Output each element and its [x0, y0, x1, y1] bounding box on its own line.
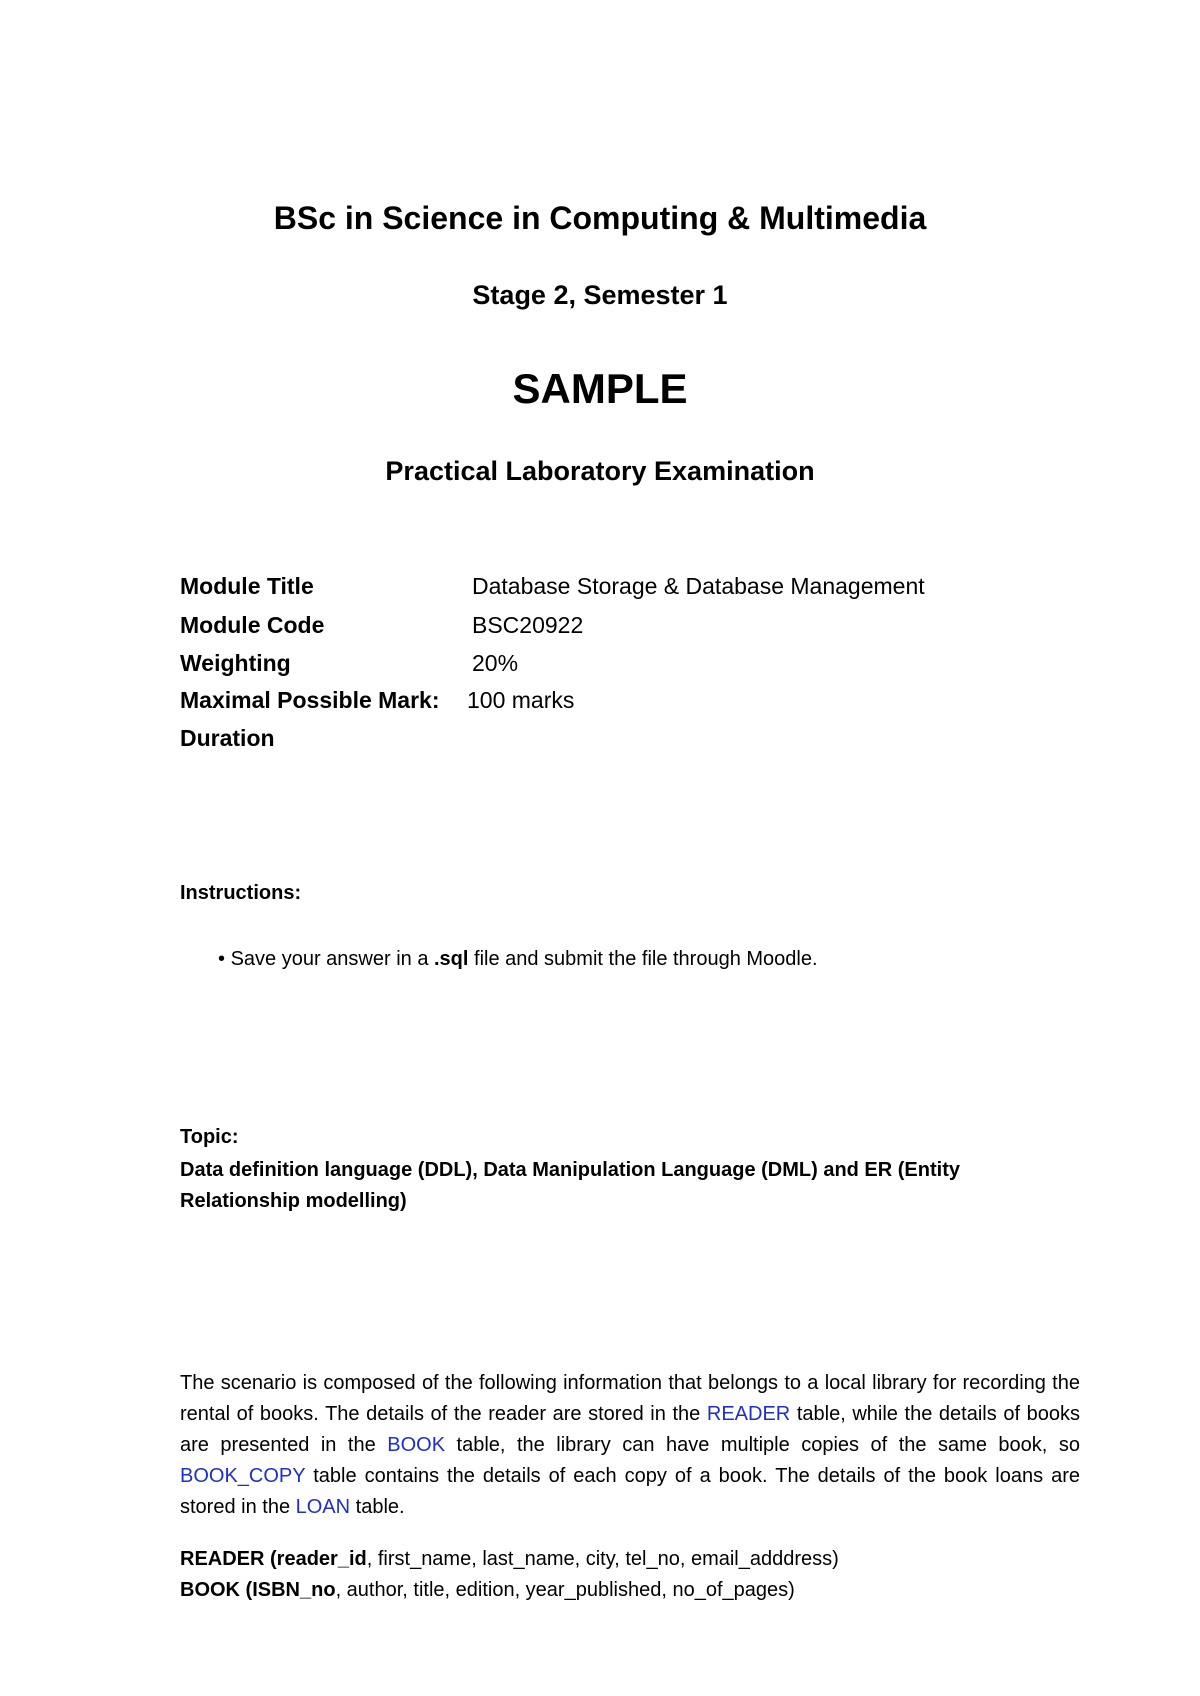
weighting-value: 20%	[472, 650, 519, 676]
programme-title: BSc in Science in Computing & Multimedia	[273, 200, 927, 236]
primary-key: ISBN_no	[252, 1579, 336, 1601]
max-mark-label: Maximal Possible Mark:	[180, 687, 440, 713]
duration-label: Duration	[180, 725, 275, 751]
topic-text: Data definition language (DDL), Data Manipulation Language (DML) and ER (Entity Relationship modelling)	[180, 1159, 960, 1212]
topic-heading: Topic:	[180, 1126, 239, 1148]
instructions-heading: Instructions:	[180, 882, 302, 904]
schema-book: BOOK (ISBN_no, author, title, edition, year_published, no_of_pages)	[180, 1579, 795, 1601]
module-title-value: Database Storage & Database Management	[472, 573, 925, 599]
table-name-book-copy: BOOK_COPY	[180, 1465, 306, 1487]
table-name-book: BOOK	[387, 1434, 446, 1456]
schema-reader: READER (reader_id, first_name, last_name, city, tel_no, email_adddress)	[180, 1548, 839, 1570]
stage-semester: Stage 2, Semester 1	[472, 280, 728, 310]
primary-key: reader_id	[276, 1548, 367, 1570]
module-code-value: BSC20922	[472, 612, 584, 638]
exam-type: Practical Laboratory Examination	[385, 456, 815, 486]
scenario-paragraph: The scenario is composed of the following information that belongs to a local library for recording the rental of books. The details of the reader are stored in the READER table, while the details of books are presented in the BOOK table, the library can have multiple copies of the same book, so BOOK_COPY table contains the details of each copy of a book. The details of the book loans are stored in the LOAN table.	[180, 1372, 1080, 1518]
table-name-loan: LOAN	[295, 1496, 351, 1518]
sample-heading: SAMPLE	[512, 365, 688, 412]
module-code-label: Module Code	[180, 612, 325, 638]
bullet-icon: •	[218, 948, 231, 970]
instruction-bullet: • Save your answer in a .sql file and submit the file through Moodle.	[218, 948, 818, 970]
table-name-reader: READER	[706, 1403, 791, 1425]
max-mark-value: 100 marks	[467, 687, 575, 713]
module-title-label: Module Title	[180, 573, 314, 599]
weighting-label: Weighting	[180, 650, 291, 676]
